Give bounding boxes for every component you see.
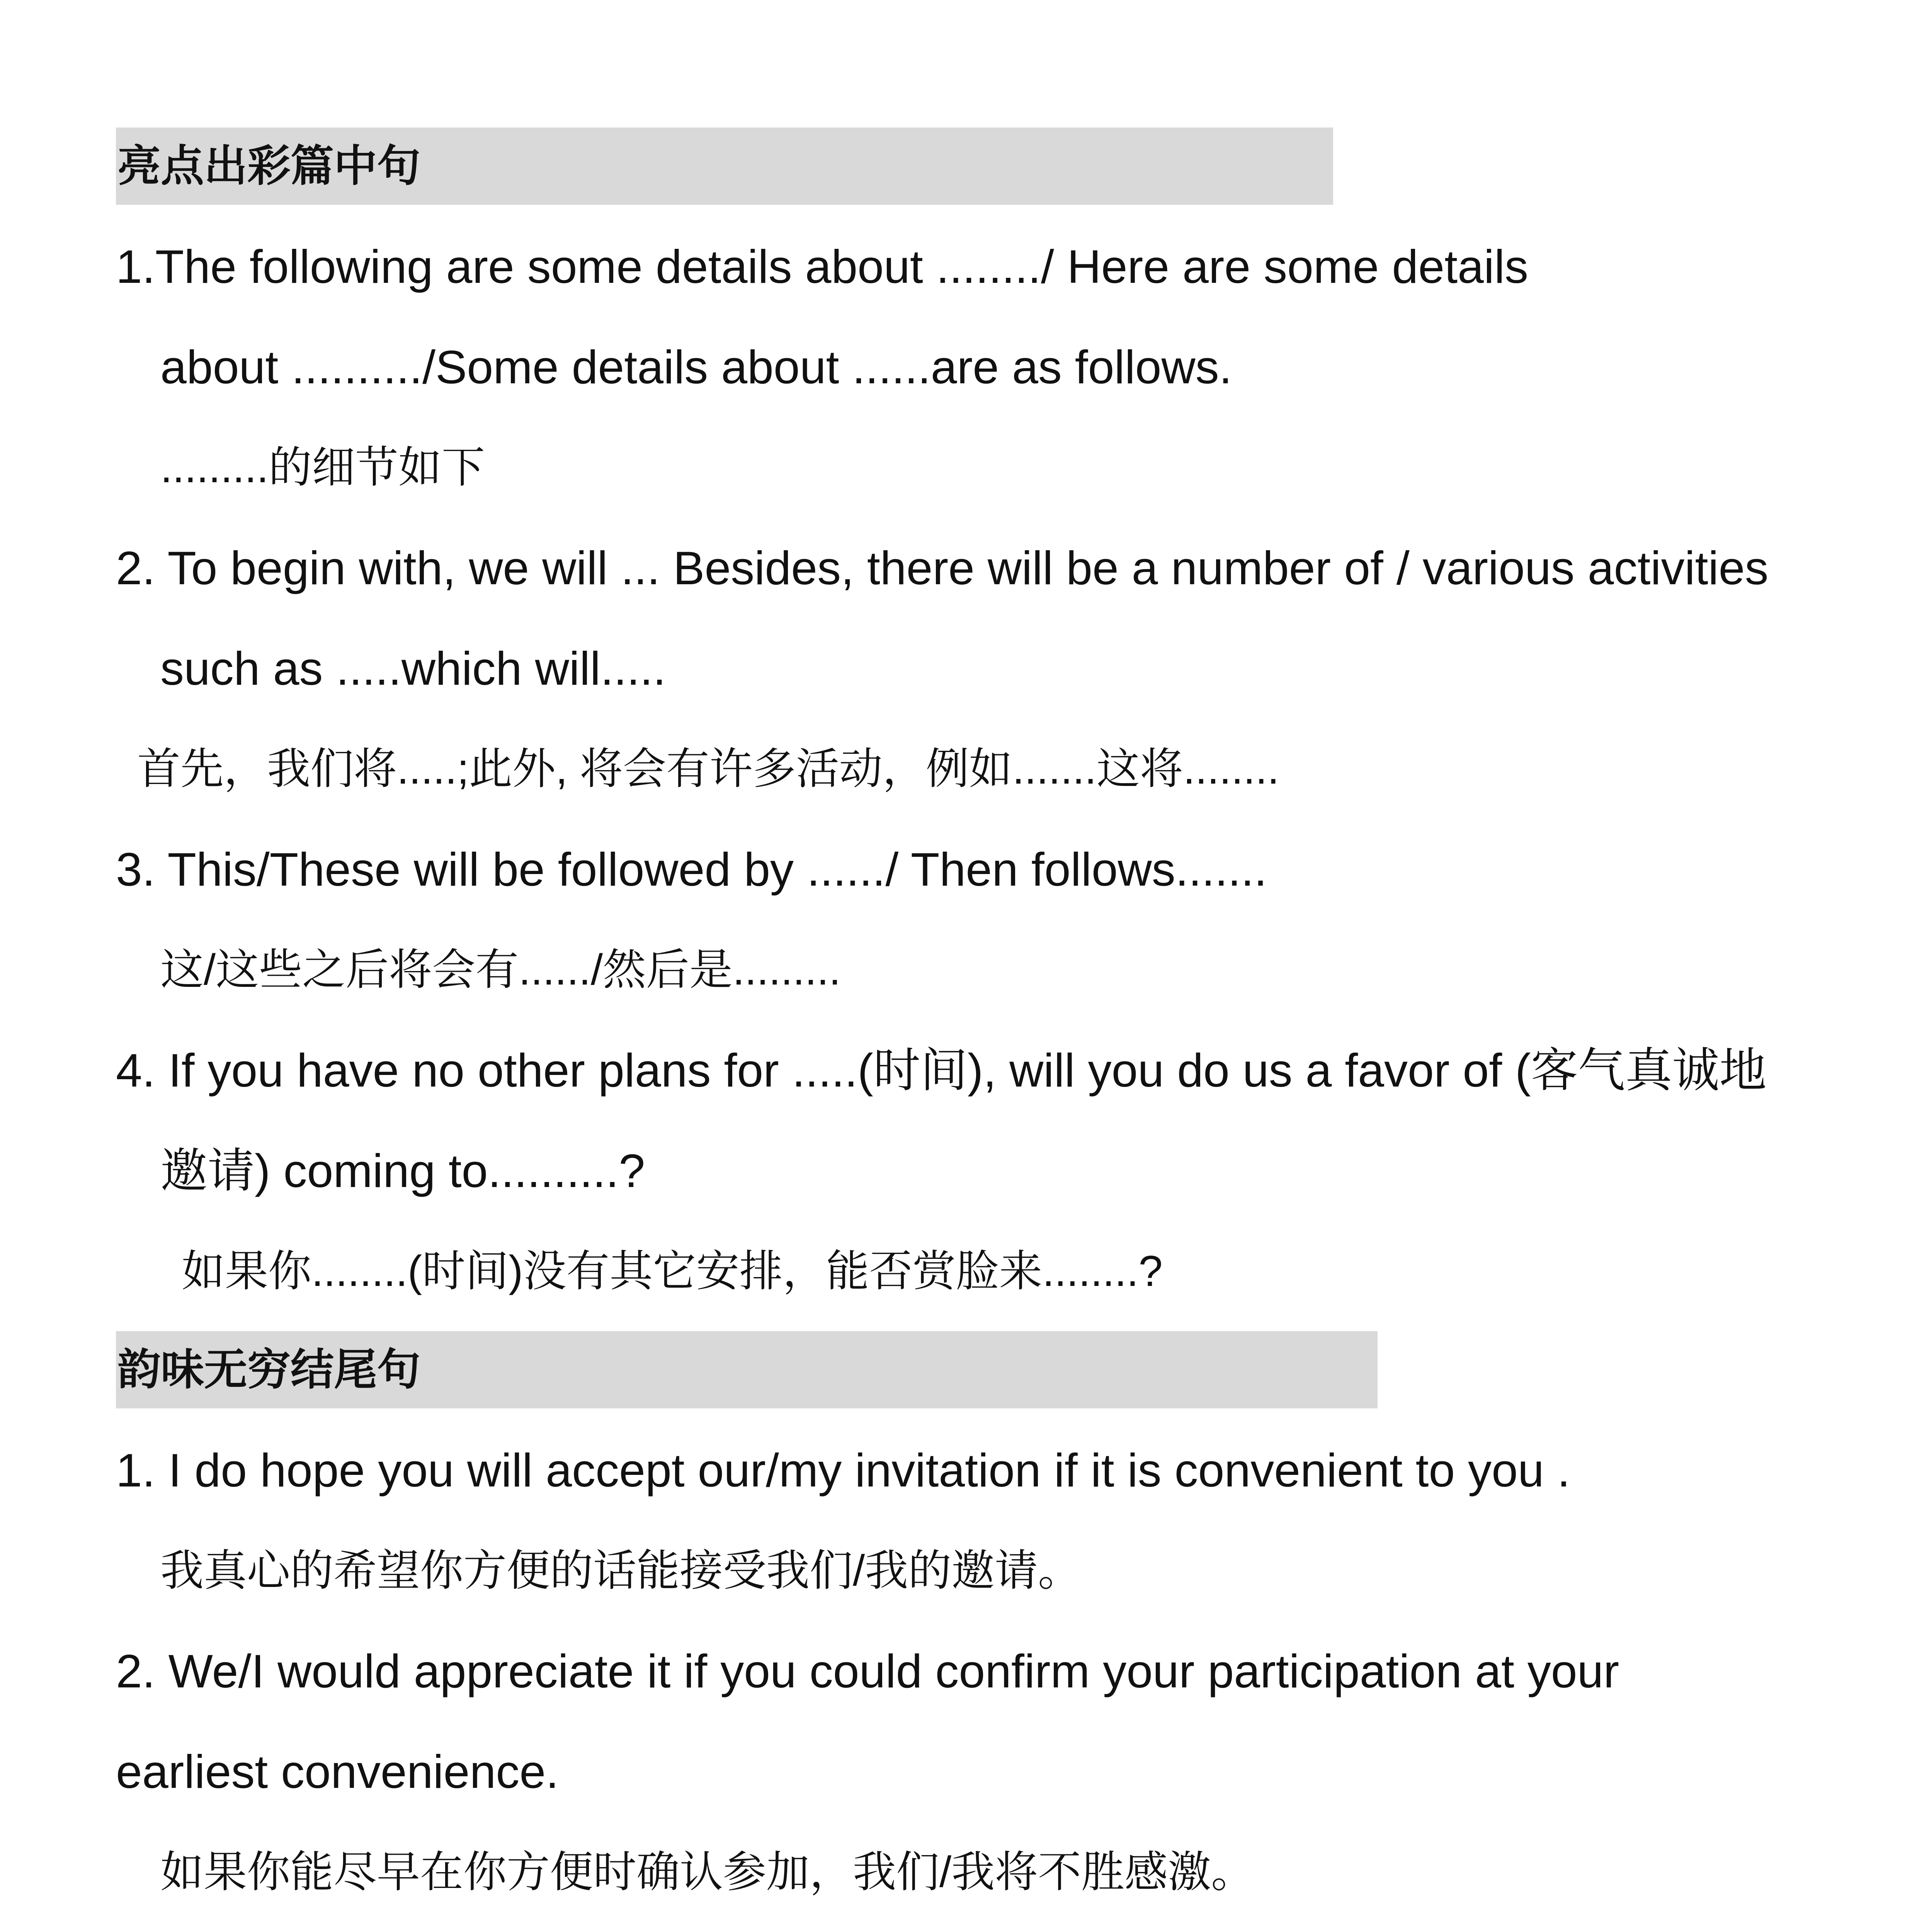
text-line: 如果你能尽早在你方便时确认参加，我们/我将不胜感激。 [160, 1848, 1255, 1896]
section-heading-highlights: 亮点出彩篇中句 [116, 128, 1333, 205]
text-line: 如果你........(时间)没有其它安排，能否赏脸来........? [182, 1247, 1163, 1295]
text-line: .........的细节如下 [160, 443, 485, 492]
text-line: 我真心的希望你方便的话能接受我们/我的邀请。 [160, 1546, 1082, 1595]
text-line: 1.The following are some details about ......../ Here are some details [116, 240, 1529, 293]
text-line: 2. To begin with, we will ... Besides, there will be a number of / various activities [116, 542, 1769, 594]
text-line: 邀请) coming to..........? [160, 1145, 645, 1197]
text-line: such as .....which will..... [160, 642, 666, 695]
text-line: 4. If you have no other plans for .....(时间), will you do us a favor of (客气真诚地 [116, 1044, 1767, 1097]
text-line: earliest convenience. [116, 1745, 559, 1798]
text-line: 3. This/These will be followed by ....../ Then follows....... [116, 843, 1267, 896]
text-line: 首先，我们将.....;此外, 将会有许多活动，例如.......这将........ [137, 745, 1279, 793]
section-heading-closing: 韵味无穷结尾句 [116, 1331, 1378, 1408]
text-line: about ........../Some details about ......are as follows. [160, 341, 1232, 393]
text-line: 1. I do hope you will accept our/my invitation if it is convenient to you . [116, 1444, 1570, 1497]
text-line: 这/这些之后将会有....../然后是......... [160, 946, 841, 994]
text-line: 2. We/I would appreciate it if you could confirm your participation at your [116, 1645, 1619, 1697]
